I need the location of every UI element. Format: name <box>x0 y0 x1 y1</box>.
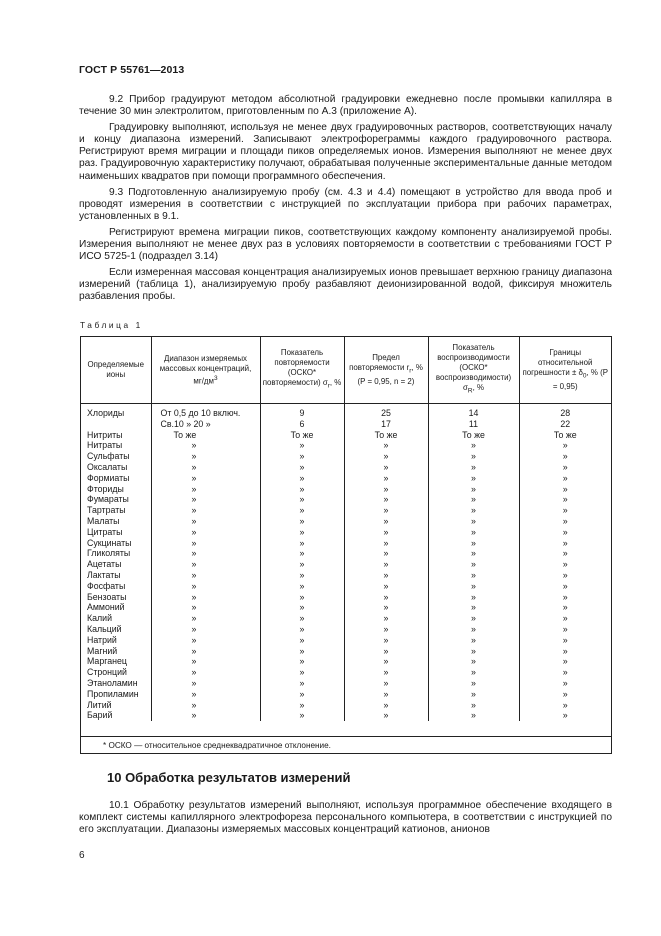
cell-limit: » <box>344 581 428 592</box>
table-row <box>81 667 611 678</box>
table-row <box>81 613 611 624</box>
cell-range: » <box>151 484 260 495</box>
cell-bounds: » <box>562 667 568 678</box>
cell-bounds: » <box>562 451 568 462</box>
cell-bounds: » <box>562 645 568 656</box>
header-error-bounds <box>519 337 611 404</box>
cell-reproducibility: » <box>428 548 519 559</box>
cell-repeatability: » <box>260 548 344 559</box>
cell-limit: » <box>344 602 428 613</box>
cell-bounds: » <box>562 677 568 688</box>
table-row <box>81 656 611 667</box>
header-bound-sub: 0 <box>582 372 587 380</box>
header-ions <box>81 337 151 404</box>
table-row <box>81 440 611 451</box>
header-lim-text: Предел повторяемости r <box>349 353 410 373</box>
cell-reproducibility: » <box>428 527 519 538</box>
table-row <box>81 505 611 516</box>
section-heading: 10 Обработка результатов измерений <box>107 770 351 785</box>
cell-limit: » <box>344 667 428 678</box>
cell-reproducibility: » <box>428 484 519 495</box>
cell-repeatability: » <box>260 656 344 667</box>
cell-bounds: » <box>562 494 568 505</box>
table-row <box>81 430 611 441</box>
cell-repeatability: 6 <box>260 419 344 430</box>
cell-ion: Цитраты <box>81 527 151 538</box>
cell-range: » <box>151 667 260 678</box>
cell-bounds: » <box>562 526 568 537</box>
header-bound-unit: , % (P = 0,95) <box>552 368 609 391</box>
cell-range: » <box>151 462 260 473</box>
cell-reproducibility: » <box>428 700 519 711</box>
cell-bounds: » <box>562 688 568 699</box>
cell-repeatability: » <box>260 613 344 624</box>
table-row <box>81 581 611 592</box>
cell-ion: Барий <box>81 710 151 721</box>
cell-ion: Кальций <box>81 624 151 635</box>
cell-reproducibility: » <box>428 462 519 473</box>
cell-limit: » <box>344 646 428 657</box>
table-row <box>81 451 611 462</box>
header-rep-unit: , % <box>329 378 342 388</box>
paragraph-registration: Регистрируют времена миграции пиков, соответствующих каждому компоненту анализируемой пробы. Измерения выполняют не менее двух раз в условиях повторяемости в соответствии с требованиями ГОСТ Р ИСО 5725-1 (подраздел 3.14) <box>79 226 612 263</box>
cell-limit: » <box>344 494 428 505</box>
cell-range: » <box>151 635 260 646</box>
cell-limit: » <box>344 656 428 667</box>
cell-ion: Хлориды <box>81 408 151 419</box>
cell-range: » <box>151 440 260 451</box>
cell-bounds: » <box>562 483 568 494</box>
paragraph-calibration: Градуировку выполняют, используя не менее двух градуировочных растворов, соответствующих началу и концу диапазона измерений. Записывают электрофореграммы каждого градуировочного раствора. Регистрируют время миграции и площади пиков определяемых ионов. Измерения выполняют не менее двух раз. Градуировочную характеристику получают, обрабатывая полученные экспериментальные данные методом наименьших квадратов при помощи программного обеспечения. <box>79 122 612 182</box>
cell-bounds: » <box>562 461 568 472</box>
cell-repeatability: » <box>260 700 344 711</box>
header-repro-unit: , % <box>472 383 484 393</box>
cell-range: » <box>151 646 260 657</box>
table-row <box>81 484 611 495</box>
cell-limit: » <box>344 592 428 603</box>
cell-ion: Калий <box>81 613 151 624</box>
cell-ion: Сульфаты <box>81 451 151 462</box>
cell-ion: Стронций <box>81 667 151 678</box>
header-repro-sub: R <box>467 387 473 395</box>
cell-bounds: » <box>562 548 568 559</box>
table-row <box>81 516 611 527</box>
cell-reproducibility: » <box>428 710 519 721</box>
cell-limit: » <box>344 548 428 559</box>
header-rep-sub: r <box>327 382 330 390</box>
table-frame <box>80 336 612 754</box>
table-row <box>81 678 611 689</box>
cell-repeatability: » <box>260 462 344 473</box>
table-row <box>81 689 611 700</box>
header-rep-text: Показатель повторяемости (ОСКО* повторяемости) σ <box>262 348 330 388</box>
page-number: 6 <box>79 850 85 861</box>
cell-limit: » <box>344 484 428 495</box>
cell-range: » <box>151 451 260 462</box>
cell-limit: » <box>344 505 428 516</box>
cell-range: » <box>151 624 260 635</box>
cell-reproducibility: » <box>428 473 519 484</box>
cell-ion: Нитриты <box>81 430 151 441</box>
cell-range: » <box>151 538 260 549</box>
cell-reproducibility: » <box>428 505 519 516</box>
cell-limit: То же <box>344 430 428 441</box>
cell-bounds: » <box>562 613 568 624</box>
cell-bounds: 22 <box>560 418 571 429</box>
cell-repeatability: » <box>260 667 344 678</box>
header-lim-unit: , % (P = 0,95, n = 2) <box>357 363 423 386</box>
cell-range: От 0,5 до 10 включ. <box>151 408 260 419</box>
cell-reproducibility: » <box>428 451 519 462</box>
cell-limit: » <box>344 527 428 538</box>
cell-range: » <box>151 678 260 689</box>
cell-range: » <box>151 548 260 559</box>
cell-ion: Литий <box>81 700 151 711</box>
cell-limit: » <box>344 559 428 570</box>
cell-bounds: То же <box>553 429 577 440</box>
cell-repeatability: » <box>260 602 344 613</box>
cell-reproducibility: 11 <box>428 419 519 430</box>
cell-ion: Пропиламин <box>81 689 151 700</box>
header-repeatability-limit <box>344 337 428 404</box>
document-id-header: ГОСТ Р 55761—2013 <box>79 64 185 76</box>
cell-bounds: » <box>562 634 568 645</box>
cell-ion: Сукцинаты <box>81 538 151 549</box>
cell-repeatability: » <box>260 624 344 635</box>
cell-limit: 25 <box>344 408 428 419</box>
cell-bounds: » <box>562 602 568 613</box>
table-row <box>81 700 611 711</box>
cell-limit: » <box>344 624 428 635</box>
cell-repeatability: » <box>260 505 344 516</box>
cell-limit: » <box>344 538 428 549</box>
cell-repeatability: » <box>260 581 344 592</box>
cell-range: » <box>151 656 260 667</box>
header-range-sup: 3 <box>213 374 218 382</box>
cell-reproducibility: » <box>428 516 519 527</box>
cell-range: » <box>151 689 260 700</box>
cell-reproducibility: » <box>428 646 519 657</box>
table-row <box>81 527 611 538</box>
cell-repeatability: » <box>260 710 344 721</box>
cell-reproducibility: » <box>428 592 519 603</box>
table-row <box>81 570 611 581</box>
cell-repeatability: » <box>260 570 344 581</box>
cell-range: » <box>151 710 260 721</box>
cell-ion: Натрий <box>81 635 151 646</box>
cell-reproducibility: 14 <box>428 408 519 419</box>
table-row <box>81 635 611 646</box>
cell-range: » <box>151 527 260 538</box>
cell-ion: Ацетаты <box>81 559 151 570</box>
cell-reproducibility: То же <box>428 430 519 441</box>
cell-repeatability: » <box>260 473 344 484</box>
table-row <box>81 494 611 505</box>
cell-limit: » <box>344 635 428 646</box>
cell-range: » <box>151 494 260 505</box>
cell-bounds: » <box>562 580 568 591</box>
cell-reproducibility: » <box>428 678 519 689</box>
header-ions-text: Определяемые ионы <box>87 360 144 379</box>
cell-range: » <box>151 570 260 581</box>
cell-reproducibility: » <box>428 559 519 570</box>
cell-bounds: » <box>562 591 568 602</box>
cell-range: » <box>151 505 260 516</box>
cell-ion: Аммоний <box>81 602 151 613</box>
table-row <box>81 624 611 635</box>
cell-range: » <box>151 602 260 613</box>
table-row <box>81 462 611 473</box>
header-reproducibility <box>428 337 519 404</box>
cell-limit: » <box>344 678 428 689</box>
paragraph-9-3: 9.3 Подготовленную анализируемую пробу (см. 4.3 и 4.4) помещают в устройство для ввода проб и проводят измерения в соответствии с инструкцией по эксплуатации прибора при рабочих параметрах, установленных в 9.1. <box>79 186 612 222</box>
cell-bounds: » <box>562 559 568 570</box>
cell-ion: Фумараты <box>81 494 151 505</box>
cell-limit: » <box>344 700 428 711</box>
cell-reproducibility: » <box>428 635 519 646</box>
cell-limit: 17 <box>344 419 428 430</box>
cell-bounds: » <box>562 537 568 548</box>
cell-ion <box>81 419 151 430</box>
table-row <box>81 559 611 570</box>
table-row <box>81 602 611 613</box>
cell-reproducibility: » <box>428 624 519 635</box>
cell-repeatability: » <box>260 538 344 549</box>
cell-reproducibility: » <box>428 538 519 549</box>
table-row <box>81 710 611 721</box>
body-text <box>79 94 612 308</box>
cell-reproducibility: » <box>428 613 519 624</box>
cell-repeatability: » <box>260 494 344 505</box>
cell-bounds: » <box>562 515 568 526</box>
cell-bounds: » <box>562 699 568 710</box>
cell-repeatability: » <box>260 559 344 570</box>
data-table <box>81 337 611 721</box>
cell-ion: Формиаты <box>81 473 151 484</box>
cell-range: » <box>151 559 260 570</box>
table-row <box>81 419 611 430</box>
cell-range: » <box>151 700 260 711</box>
cell-repeatability: » <box>260 484 344 495</box>
table-footnote: * ОСКО — относительное среднеквадратичное отклонение. <box>81 736 611 753</box>
table-row <box>81 646 611 657</box>
cell-ion: Малаты <box>81 516 151 527</box>
paragraph-10-1: 10.1 Обработку результатов измерений выполняют, используя программное обеспечение входящего в комплект системы капиллярного электрофореза персонального компьютера, в соответствии с инструкцией по его эксплуатации. Диапазоны измеряемых массовых концентраций катионов, анионов <box>79 800 612 836</box>
cell-bounds: » <box>562 472 568 483</box>
cell-ion: Бензоаты <box>81 592 151 603</box>
cell-range: » <box>151 516 260 527</box>
cell-bounds: » <box>562 440 568 451</box>
paragraph-dilution: Если измеренная массовая концентрация анализируемых ионов превышает верхнюю границу диапазона измерений (таблица 1), анализируемую пробу разбавляют деионизированной водой, фиксируя множитель разбавления пробы. <box>79 267 612 303</box>
cell-ion: Нитраты <box>81 440 151 451</box>
cell-reproducibility: » <box>428 667 519 678</box>
header-repro-text: Показатель воспроизводимости (ОСКО* воспроизводимости) σ <box>435 343 512 393</box>
cell-repeatability: » <box>260 592 344 603</box>
table-row <box>81 592 611 603</box>
cell-bounds: » <box>562 710 568 721</box>
table-row <box>81 473 611 484</box>
paragraph-9-2: 9.2 Прибор градуируют методом абсолютной градуировки ежедневно после промывки капилляра в течение 30 мин электролитом, приготовленным по А.3 (приложение А). <box>79 94 612 118</box>
cell-bounds: » <box>562 623 568 634</box>
cell-repeatability: » <box>260 516 344 527</box>
cell-reproducibility: » <box>428 656 519 667</box>
cell-range: » <box>151 592 260 603</box>
cell-limit: » <box>344 473 428 484</box>
cell-bounds: » <box>562 656 568 667</box>
cell-repeatability: » <box>260 635 344 646</box>
table-caption: Таблица 1 <box>80 320 143 330</box>
cell-ion: Этаноламин <box>81 678 151 689</box>
table-row <box>81 408 611 419</box>
cell-reproducibility: » <box>428 494 519 505</box>
header-repeatability <box>260 337 344 404</box>
cell-limit: » <box>344 570 428 581</box>
cell-bounds: » <box>562 569 568 580</box>
cell-repeatability: » <box>260 678 344 689</box>
cell-reproducibility: » <box>428 440 519 451</box>
cell-limit: » <box>344 440 428 451</box>
cell-ion: Магний <box>81 646 151 657</box>
cell-repeatability: » <box>260 451 344 462</box>
cell-repeatability: » <box>260 527 344 538</box>
table-row <box>81 538 611 549</box>
cell-range: » <box>151 581 260 592</box>
cell-ion: Оксалаты <box>81 462 151 473</box>
cell-ion: Гликоляты <box>81 548 151 559</box>
cell-ion: Лактаты <box>81 570 151 581</box>
cell-limit: » <box>344 462 428 473</box>
cell-bounds: » <box>562 505 568 516</box>
header-lim-sub: r <box>409 367 412 375</box>
cell-ion: Фосфаты <box>81 581 151 592</box>
cell-repeatability: 9 <box>260 408 344 419</box>
cell-limit: » <box>344 451 428 462</box>
cell-reproducibility: » <box>428 689 519 700</box>
table-row <box>81 548 611 559</box>
cell-limit: » <box>344 689 428 700</box>
cell-limit: » <box>344 613 428 624</box>
cell-range: Св.10 » 20 » <box>151 419 260 430</box>
cell-bounds: 28 <box>560 408 571 418</box>
cell-reproducibility: » <box>428 602 519 613</box>
cell-repeatability: » <box>260 440 344 451</box>
cell-repeatability: » <box>260 646 344 657</box>
cell-reproducibility: » <box>428 570 519 581</box>
cell-ion: Марганец <box>81 656 151 667</box>
cell-ion: Тартраты <box>81 505 151 516</box>
cell-ion: Фториды <box>81 484 151 495</box>
cell-range: » <box>151 613 260 624</box>
cell-limit: » <box>344 710 428 721</box>
cell-repeatability: То же <box>260 430 344 441</box>
cell-repeatability: » <box>260 689 344 700</box>
header-range-text: Диапазон измеряемых массовых концентраций, мг/дм <box>159 353 252 386</box>
section-text <box>79 800 612 836</box>
cell-range: То же <box>151 430 260 441</box>
cell-limit: » <box>344 516 428 527</box>
cell-range: » <box>151 473 260 484</box>
cell-reproducibility: » <box>428 581 519 592</box>
header-range <box>151 337 260 404</box>
table-header-row <box>81 337 611 404</box>
header-bound-text: Границы относительной погрешности ± δ <box>522 348 593 378</box>
